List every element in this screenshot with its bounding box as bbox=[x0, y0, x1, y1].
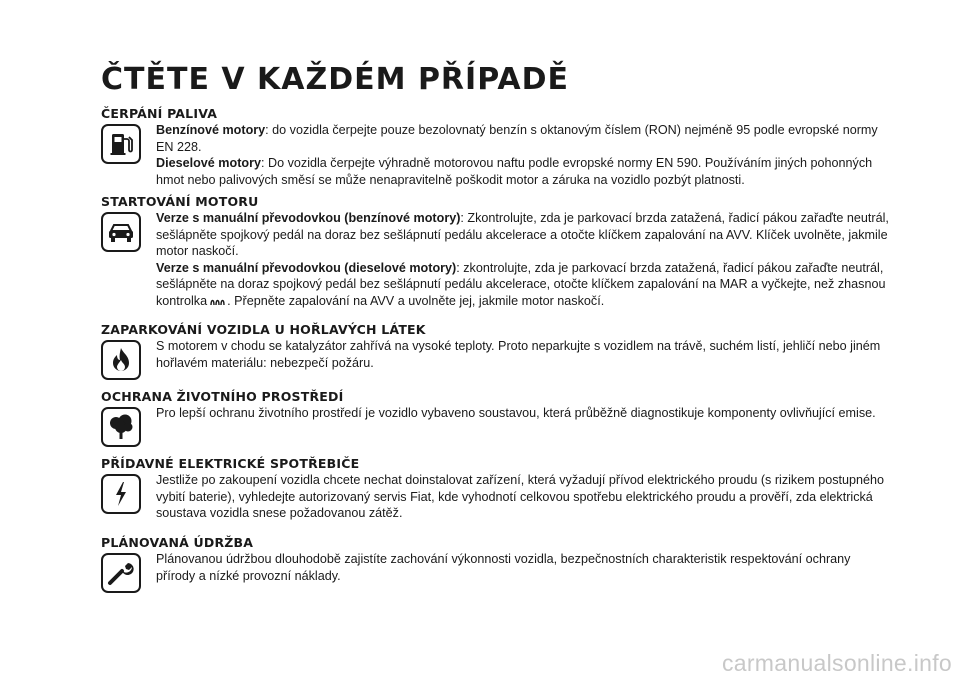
flame-icon bbox=[101, 340, 141, 380]
paragraph-maintenance: Plánovanou údržbou dlouhodobě zajistíte zachování výkonnosti vozidla, bezpečnostních charakteristik respektování ochrany přírody a nízké provozní náklady. bbox=[156, 552, 851, 583]
paragraph-petrol-start: Verze s manuální převodovkou (benzínové motory): Zkontrolujte, zda je parkovací brzda zatažená, řadicí pákou zařaďte neutrál, sešlápněte spojkový pedál na doraz bez sešlápnutí pedálu akcelerace a otočte klíčkem zapalování na AVV. Klíček uvolněte, jakmile motor naskočí. bbox=[156, 211, 889, 259]
section-heading: PŘÍDAVNÉ ELEKTRICKÉ SPOTŘEBIČE bbox=[101, 456, 360, 471]
fuel-pump-icon bbox=[101, 124, 141, 164]
section-electrical bbox=[101, 456, 891, 522]
wrench-icon bbox=[101, 553, 141, 593]
section-maintenance bbox=[101, 535, 891, 593]
section-heading: ZAPARKOVÁNÍ VOZIDLA U HOŘLAVÝCH LÁTEK bbox=[101, 322, 426, 337]
car-icon bbox=[101, 212, 141, 252]
section-parking bbox=[101, 322, 891, 380]
page-title: ČTĚTE V KAŽDÉM PŘÍPADĚ bbox=[101, 62, 570, 97]
lightning-icon bbox=[101, 474, 141, 514]
paragraph-electrical: Jestliže po zakoupení vozidla chcete nechat doinstalovat zařízení, která vyžadují přívod elektrického proudu (s rizikem postupného vybití baterie), vyhledejte autorizovaný servis Fiat, kde vyhodnotí celkovou spotřebu elektrického proudu a prověří, zda elektrická soustava vozidla snese požadovanou zátěž. bbox=[156, 473, 885, 521]
watermark: carmanualsonline.info bbox=[721, 650, 952, 676]
section-environment bbox=[101, 389, 891, 447]
paragraph-environment: Pro lepší ochranu životního prostředí je vozidlo vybaveno soustavou, která průběžně diagnostikuje komponenty ovlivňující emise. bbox=[156, 406, 876, 420]
tree-icon bbox=[101, 407, 141, 447]
section-heading: OCHRANA ŽIVOTNÍHO PROSTŘEDÍ bbox=[101, 389, 344, 404]
section-heading: PLÁNOVANÁ ÚDRŽBA bbox=[101, 535, 254, 550]
section-fuel bbox=[101, 106, 891, 188]
section-heading: ČERPÁNÍ PALIVA bbox=[101, 106, 218, 121]
glow-plug-icon bbox=[209, 297, 225, 307]
paragraph-parking: S motorem v chodu se katalyzátor zahřívá na vysoké teploty. Proto neparkujte s vozidlem na trávě, suchém listí, jehličí nebo jiném hořlavém materiálu: nebezpečí požáru. bbox=[156, 339, 881, 370]
paragraph-petrol: Benzínové motory: do vozidla čerpejte pouze bezolovnatý benzín s oktanovým číslem (RON) nejméně 95 podle evropské normy EN 228. bbox=[156, 123, 878, 154]
section-heading: STARTOVÁNÍ MOTORU bbox=[101, 194, 259, 209]
paragraph-diesel-start: Verze s manuální převodovkou (dieselové motory): zkontrolujte, zda je parkovací brzda zatažená, řadicí pákou zařaďte neutrál, sešlápněte na doraz spojkový pedál bez sešlápnutí pedálu akcelerace, otočte klíčkem zapalování na MAR a vyčkejte, než zhasnou kontrolka . Přepněte zapalování na AVV a uvolněte jej, jakmile motor naskočí. bbox=[156, 260, 886, 308]
section-engine-start bbox=[101, 194, 891, 310]
paragraph-diesel: Dieselové motory: Do vozidla čerpejte výhradně motorovou naftu podle evropské normy EN 590. Používáním jiných pohonných hmot nebo palivových směsí se může nenapravitelně poškodit motor a záruka na vozidlo pozbýt platnosti. bbox=[156, 156, 873, 187]
